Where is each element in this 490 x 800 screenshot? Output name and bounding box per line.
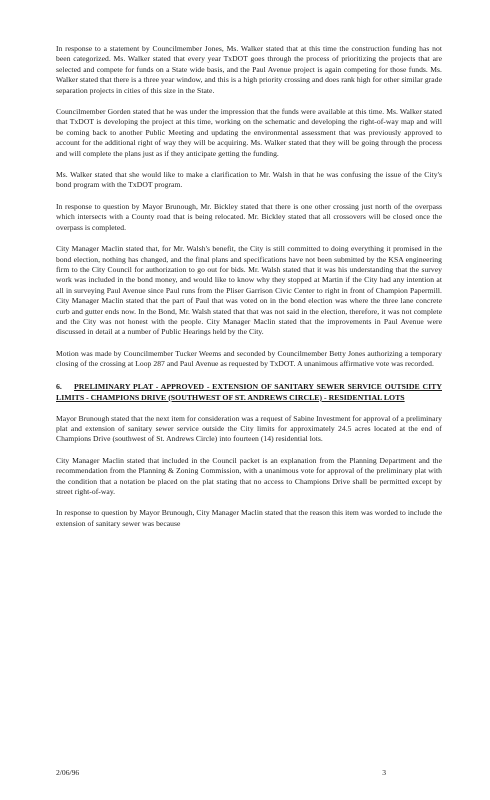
paragraph-5: City Manager Maclin stated that, for Mr. Walsh's benefit, the City is still committed to doing everything it promised in the bond election, nothing has changed, and the final plans and specifications have not been submitted by the KSA engineering firm to the City Council for authorization to go out for bids. Mr. Walsh stated that it was his understanding that the survey work was included in the bond money, and would like to know why they stopped at Martin if the City had any intention at all in surveying Paul Avenue since Paul runs from the Pliser Garrison Civic Center to right in front of Champion Papermill. City Manager Maclin stated that the part of Paul that was voted on in the bond election was where the three lane concrete curb and gutter ends now. In the Bond, Mr. Walsh stated that that was not said in the election, therefore, it was not complete and the City was not honest with the people. City Manager Maclin stated that the improvements in Paul Avenue were discussed in detail at a number of Public Hearings held by the City. [56,244,442,337]
paragraph-8: City Manager Maclin stated that included in the Council packet is an explanation from the Planning Department and the recommendation from the Planning & Zoning Commission, with a unanimous vote for approval of the preliminary plat with the condition that a notation be placed on the plat stating that no access to Champions Drive shall be permitted except by street right-of-way. [56,455,442,496]
paragraph-2: Councilmember Gorden stated that he was under the impression that the funds were available at this time. Ms. Walker stated that TxDOT is developing the project at this time, working on the schematic and developing the right-of-way map and will be coming back to another Public Meeting and updating the environmental assessment that was previously approved to account for the additional right of way they will be acquiring. Ms. Walker stated that they will be going through the process and will complete the plans just as if they anticipate getting the funding. [56,107,442,158]
paragraph-6: Motion was made by Councilmember Tucker Weems and seconded by Councilmember Betty Jones authorizing a temporary closing of the crossing at Loop 287 and Paul Avenue as requested by TxDOT. A unanimous affirmative vote was recorded. [56,348,442,369]
page-footer [56,768,442,777]
agenda-item-number: 6. [56,381,62,391]
paragraph-3: Ms. Walker stated that she would like to make a clarification to Mr. Walsh in that he was confusing the issue of the City's bond program with the TxDOT program. [56,170,442,190]
footer-date: 2/06/96 [56,768,80,777]
paragraph-1: In response to a statement by Councilmember Jones, Ms. Walker stated that at this time the construction funding has not been categorized. Ms. Walker stated that every year TxDOT goes through the process of prioritizing the projects that are selected and compete for funds on a State wide basis, and the Paul Avenue project is again competing for those funds. Ms. Walker stated that there is a three year window, and this is a high priority crossing and does rank high for other similar grade separation projects in cities of this size in the State. [56,44,442,95]
agenda-item-heading [56,381,442,403]
page-number: 3 [382,768,386,777]
paragraph-4: In response to question by Mayor Brunough, Mr. Bickley stated that there is one other crossing just north of the overpass which intersects with a County road that is being relocated. Mr. Bickley stated that all crossovers will be closed once the overpass is completed. [56,201,442,232]
paragraph-7: Mayor Brunough stated that the next item for consideration was a request of Sabine Investment for approval of a preliminary plat and extension of sanitary sewer service outside the City limits for approximately 24.5 acres located at the end of Champions Drive (southwest of St. Andrews Circle) into fourteen (14) residential lots. [56,413,442,444]
agenda-item-title: PRELIMINARY PLAT - APPROVED - EXTENSION OF SANITARY SEWER SERVICE OUTSIDE CITY LIMITS - CHAMPIONS DRIVE (SOUTHWEST OF ST. ANDREWS CIRCLE) - RESIDENTIAL LOTS [56,381,442,402]
paragraph-9: In response to question by Mayor Brunough, City Manager Maclin stated that the reason this item was worded to include the extension of sanitary sewer was because [56,508,442,528]
